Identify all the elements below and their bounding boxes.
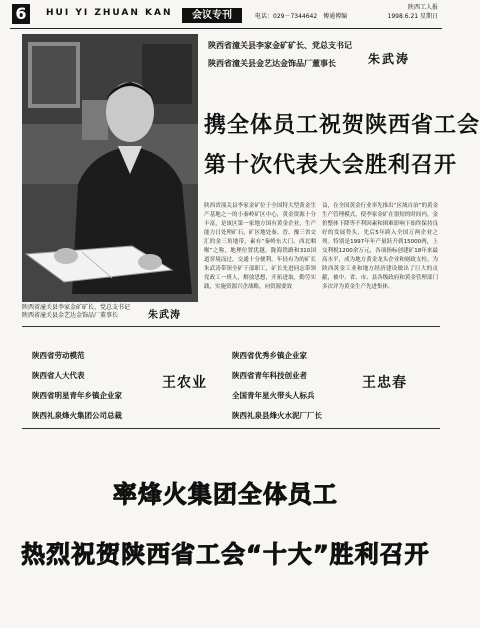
- banner-line: 率烽火集团全体员工: [112, 480, 338, 508]
- honors-list-left: [32, 346, 172, 426]
- header-rule: [10, 28, 442, 29]
- edition-info: [370, 3, 438, 21]
- edition-newspaper: 陕西工人报: [407, 4, 438, 11]
- photo-caption-line: 陕西省潼关县金艺达金饰品厂董事长: [22, 312, 119, 320]
- honor-item: 陕西省人大代表: [32, 371, 85, 380]
- feature-person-name: 朱武涛: [368, 52, 411, 66]
- article-column: 益，在全国黄金行业率先推出“区域自治”的黄金生产管理模式，使李家金矿在很短的时间内，金价整体下降等不利因素和困难影响下始终保持良好的发展势头，先后5年跨入全国万两企业之列。特别是1997年年产量跃升到15000两，上交利税1200余万元，各项指标创建矿18年来最高水平，成为地方黄金龙头企业和财政支柱。为陕西黄金工业和地方经济建设做出了巨大的贡献，被中、省、市、县各级政府和黄金管理部门多次评为黄金生产先进集体。: [322, 203, 438, 290]
- masthead: HUI YI ZHUAN KAN: [46, 8, 173, 18]
- portrait-photo: [22, 34, 198, 302]
- photo-caption-line: 陕西省潼关县李家金矿矿长、党总支书记: [22, 304, 131, 311]
- article-column: 陕西省潼关县李家金矿位于全国特大型黄金生产基地之一的小秦岭矿区中心，黄金资源十分丰富，是该区第一家地方国有黄金企业，生产能力日处理矿石，矿区地处秦、晋、豫三省交汇的金三角地带，素有“秦岭东大门、西北咽喉”之称，地理位置优越，陇海铁路和310国道穿境而过，交通十分便利。年轻有为的矿长朱武涛带领全矿干部职工，矿长先进同志带领党政工一班人，解放思想，开拓进取，勤劳实践，实施资源兴企战略，向资源要效: [204, 203, 316, 290]
- feature-title-line: 陕西省潼关县李家金矿矿长、党总支书记: [208, 41, 352, 50]
- honors-list-right: [232, 346, 382, 426]
- honor-item: 全国青年星火带头人标兵: [232, 391, 315, 400]
- phone-line: 电话：029－7344642 傅通博编: [255, 13, 348, 20]
- honoree-name-left: 王农业: [162, 375, 207, 391]
- feature-title-line: 陕西省潼关县金艺达金饰品厂董事长: [208, 59, 336, 68]
- honoree-name-right: 王忠春: [362, 375, 407, 391]
- feature-headline: 第十次代表大会胜利召开: [204, 153, 458, 178]
- section-divider: [22, 428, 440, 429]
- honor-item: 陕西省劳动模范: [32, 351, 85, 360]
- honor-item: 陕西礼泉县烽火水泥厂厂长: [232, 411, 322, 420]
- feature-headline: 携全体员工祝贺陕西省工会: [204, 113, 480, 138]
- section-tag: 会议专刊: [182, 8, 242, 23]
- section-divider: [22, 326, 440, 327]
- edition-date: 1998.6.21 星期日: [387, 13, 438, 20]
- honor-item: 陕西省青年科技创业者: [232, 371, 307, 380]
- page-number: 6: [12, 4, 30, 24]
- honor-item: 陕西礼泉烽火集团公司总裁: [32, 411, 122, 420]
- honor-item: 陕西省优秀乡镇企业家: [232, 351, 307, 360]
- banner-line: 热烈祝贺陕西省工会“十大”胜利召开: [20, 540, 430, 568]
- photo-caption-name: 朱武涛: [148, 310, 181, 321]
- honor-item: 陕西省明星青年乡镇企业家: [32, 391, 122, 400]
